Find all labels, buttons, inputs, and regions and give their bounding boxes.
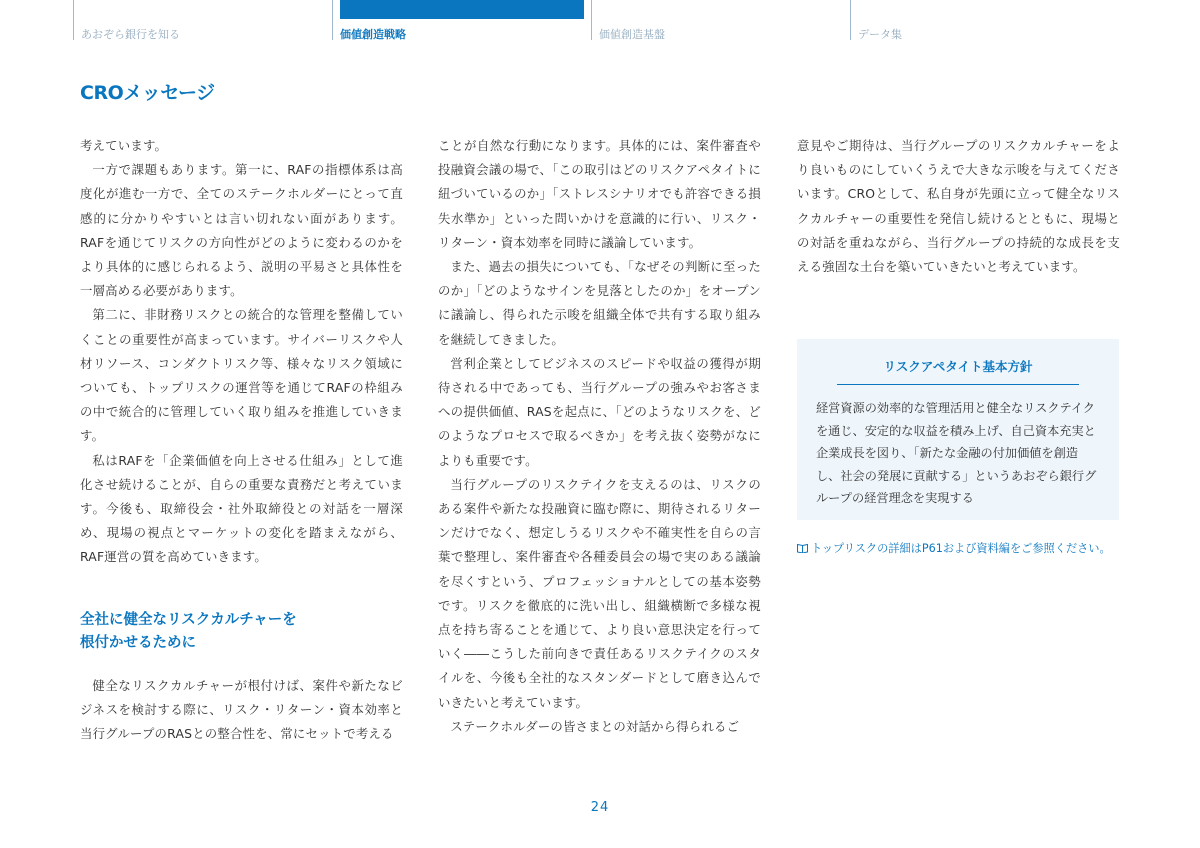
nav-tab-data[interactable] — [850, 0, 1106, 40]
active-tab-indicator — [340, 0, 584, 19]
section-heading-line: 全社に健全なリスクカルチャーを — [80, 611, 297, 628]
page-title: CROメッセージ — [80, 82, 215, 104]
paragraph: 当行グループのリスクテイクを支えるのは、リスクのある案件や新たな投融資に臨む際に、期待されるリターンだけでなく、想定しうるリスクや不確実性を自らの言葉で整理し、案件審査や各種委員会の場で実のある議論を尽くすという、プロフェッショナルとしての基本姿勢です。リスクを徹底的に洗い出し、組織横断で多様な視点を持ち寄ることを通じて、より良い意思決定を行っていく――こうした前向きで責任あるリスクテイクのスタイルを、今後も全社的なスタンダードとして磨き込んでいきたいと考えています。 — [438, 476, 761, 710]
nav-tab-label: 価値創造基盤 — [599, 28, 665, 41]
nav-divider — [332, 0, 333, 40]
reference-note-text: トップリスクの詳細はP61および資料編をご参照ください。 — [811, 542, 1111, 555]
paragraph: 営利企業としてビジネスのスピードや収益の獲得が期待される中であっても、当行グループの強みやお客さまへの提供価値、RASを起点に、「どのようなリスクを、どのようなプロセスで取るべきか」を考え抜く姿勢がなによりも重要です。 — [438, 355, 761, 468]
policy-box-divider — [837, 384, 1079, 385]
paragraph: 意見やご期待は、当行グループのリスクカルチャーをより良いものにしていくうえで大きな示唆を与えてくださいます。CROとして、私自身が先頭に立って健全なリスクカルチャーの重要性を発信し続けるとともに、現場との対話を重ねながら、当行グループの持続的な成長を支える強固な土台を築いていきたいと考えています。 — [797, 138, 1120, 275]
paragraph: 私はRAFを「企業価値を向上させる仕組み」として進化させ続けることが、自らの重要な責務だと考えています。今後も、取締役会・社外取締役との対話を一層深め、現場の視点とマーケットの変化を踏まえながら、RAF運営の質を高めていきます。 — [80, 452, 403, 565]
paragraph: ことが自然な行動になります。具体的には、案件審査や投融資会議の場で、「この取引はどのリスクアペタイトに紐づいているのか」「ストレスシナリオでも許容できる損失水準か」といった問いかけを意識的に行い、リスク・リターン・資本効率を同時に議論しています。 — [438, 138, 761, 250]
text-column-2 — [438, 134, 761, 739]
text-column-1 — [80, 134, 403, 746]
page-number: 24 — [590, 800, 610, 815]
nav-tab-about[interactable] — [73, 0, 329, 40]
nav-tab-label: データ集 — [858, 28, 902, 41]
nav-divider — [73, 0, 74, 40]
nav-divider — [850, 0, 851, 40]
paragraph: 一方で課題もあります。第一に、RAFの指標体系は高度化が進む一方で、全てのステークホルダーにとって直感的に分かりやすいとは言い切れない面があります。RAFを通じてリスクの方向性がどのように変わるのかをより具体的に感じられるよう、説明の平易さと具体性を一層高める必要があります。 — [80, 162, 403, 299]
section-heading-line: 根付かせるために — [80, 634, 196, 651]
nav-tab-label: あおぞら銀行を知る — [81, 28, 180, 41]
book-icon — [797, 543, 808, 553]
policy-box-body: 経営資源の効率的な管理活用と健全なリスクテイクを通じ、安定的な収益を積み上げ、自己資本充実と企業成長を図り、「新たな金融の付加価値を創造し、社会の発展に貢献する」というあおぞら銀行グループの経営理念を実現する — [816, 401, 1097, 505]
section-heading — [80, 609, 403, 655]
paragraph: 第二に、非財務リスクとの統合的な管理を整備していくことの重要性が高まっています。サイバーリスクや人材リソース、コンダクトリスク等、様々なリスク領域についても、トップリスクの運営等を通じてRAFの枠組みの中で統合的に管理していく取り組みを推進していきます。 — [80, 307, 403, 444]
policy-box-title: リスクアペタイト基本方針 — [883, 359, 1033, 374]
section-nav — [0, 0, 1200, 44]
paragraph: ステークホルダーの皆さまとの対話から得られるご — [450, 718, 740, 734]
reference-note[interactable] — [797, 540, 1111, 556]
nav-tab-value-creation-strategy[interactable] — [332, 0, 588, 40]
paragraph: また、過去の損失についても、「なぜその判断に至ったのか」「どのようなサインを見落としたのか」をオープンに議論し、得られた示唆を組織全体で共有する取り組みを継続してきました。 — [438, 259, 761, 347]
paragraph: 考えています。 — [80, 138, 168, 153]
nav-tab-value-creation-foundation[interactable] — [591, 0, 847, 40]
text-column-3 — [797, 134, 1120, 279]
risk-appetite-policy-box — [797, 339, 1119, 520]
paragraph: 健全なリスクカルチャーが根付けば、案件や新たなビジネスを検討する際に、リスク・リターン・資本効率と当行グループのRASとの整合性を、常にセットで考える — [80, 677, 403, 742]
nav-divider — [591, 0, 592, 40]
nav-tab-label: 価値創造戦略 — [340, 28, 406, 41]
